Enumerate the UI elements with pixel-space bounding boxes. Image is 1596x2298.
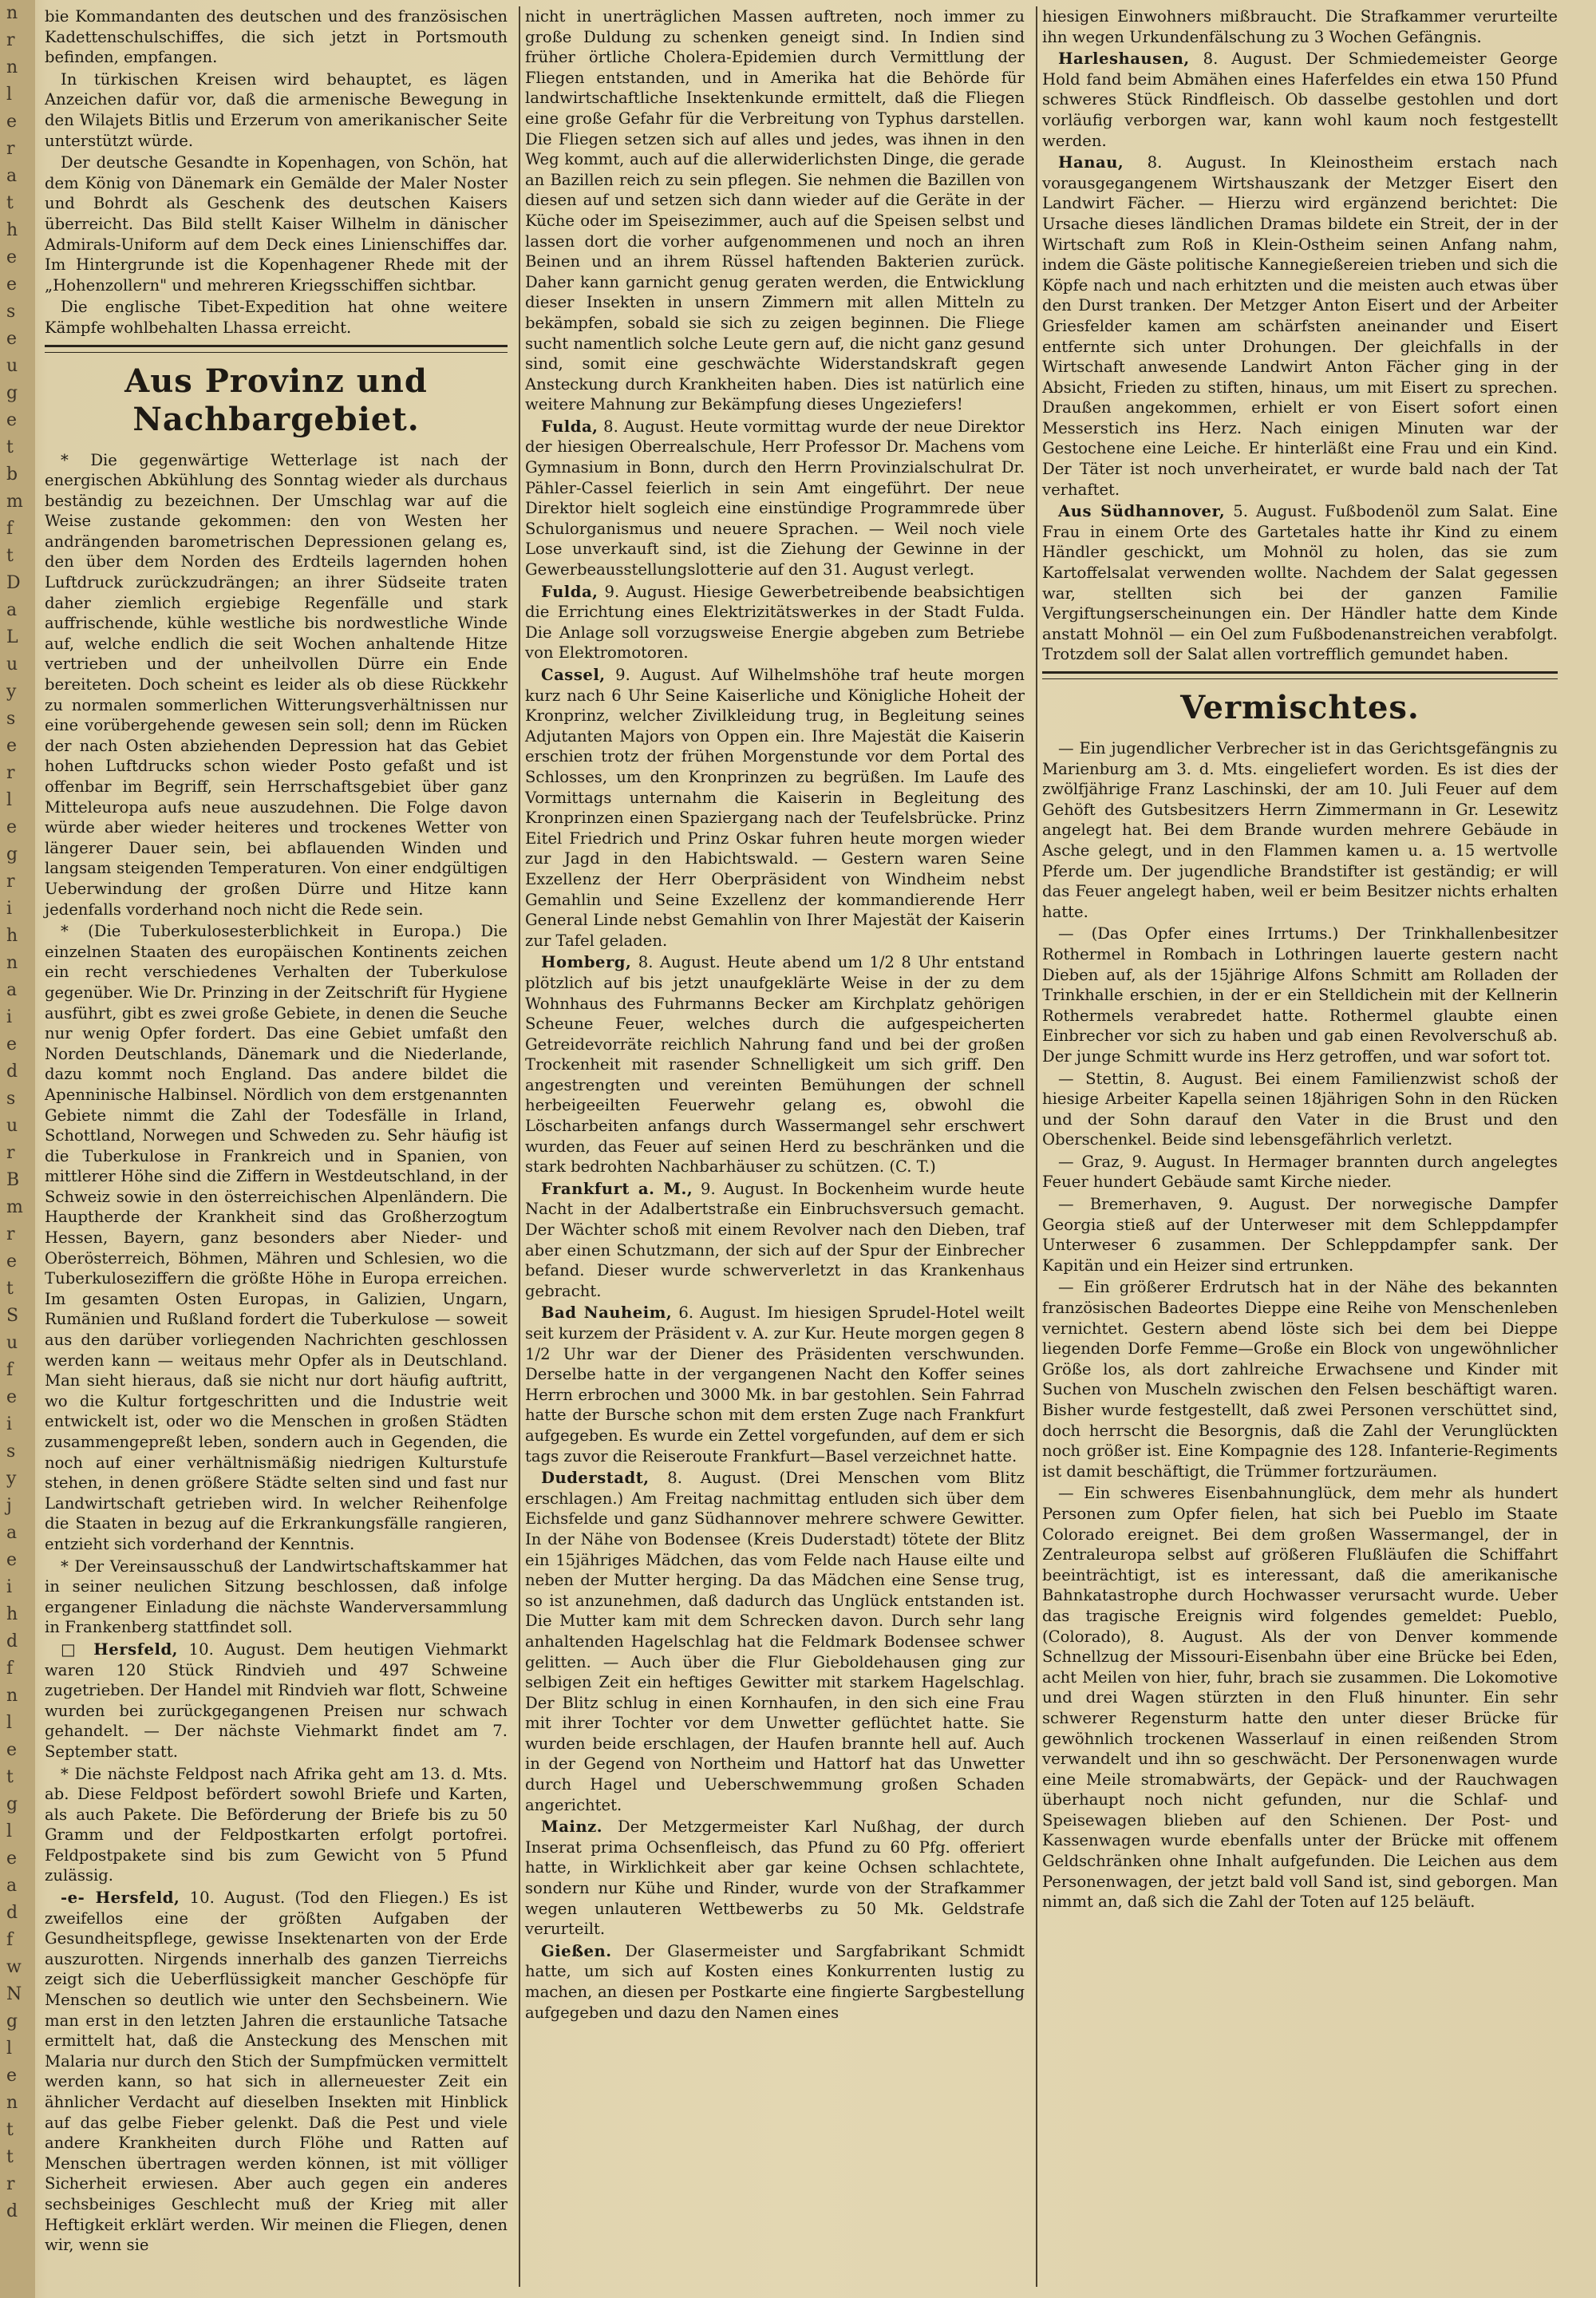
article-paragraph: * (Die Tuberkulosesterblichkeit in Europa.) Die einzelnen Staaten des europäischen Kontinents zeichen ein recht verschiedenes Verhalten der Tuberkulose gegenüber. Wie Dr. Prinzing in der Zeitschrift für Hygiene ausführt, gibt es zwei große Gebiete, in denen die Seuche nur wenig Opfer fordert. Das eine Gebiet umfaßt den Norden Deutschlands, Dänemark und die Niederlande, dazu kommt noch England. Das andere bildet die Apenninische Halbinsel. Nördlich von dem erstgenannten Gebiete nimmt die Zahl der Todesfälle in Irland, Schottland, Norwegen und Schweden zu. Sehr häufig ist die Tuberkulose in Frankreich und in Spanien, von mittlerer Höhe sind die Ziffern in Westdeutschland, in der Schweiz sowie in den österreichischen Alpenländern. Die Hauptherde der Krankheit sind das Großherzogtum Hessen, Bayern, ganz besonders aber Nieder- und Oberösterreich, Böhmen, Mähren und Schlesien, wo die Tuberkuloseziffern die größte Höhe in Europa erreichen. Im gesamten Osten Europas, in Galizien, Ungarn, Rumänien und Rußland fordert die Tuberkulose — soweit aus den darüber vorliegenden Nachrichten geschlossen werden kann — weitaus mehr Opfer als in Deutschland. Man sieht hieraus, daß sie nicht nur dort häufig auftritt, wo die Kultur fortgeschritten und die Industrie weit entwickelt ist, oder wo die Menschen in großen Städten zusammengepreßt leben, sondern auch in Gegenden, die noch auf einer verhältnismäßig niedrigen Kulturstufe stehen, in denen größere Städte selten sind und fast nur Landwirtschaft getrieben wird. In welcher Reihenfolge die Staaten in bezug auf die Erkrankungsfälle rangieren, entzieht sich vorderhand der Kenntnis. [45,922,508,1553]
article-text: 6. August. Im hiesigen Sprudel-Hotel weilt seit kurzem der Präsident v. A. zur Kur. Heute morgen gegen 8 1/2 Uhr war der Diener des Präsidenten verschwunden. Derselbe hatte in der vergangenen Nacht den Koffer seines Herrn erbrochen und 3000 Mk. in bar gestohlen. Sein Fahrrad hatte der Bursche schon mit dem ersten Zuge nach Frankfurt aufgegeben. Es wurde ein Zettel vorgefunden, auf dem er sich tags zuvor die Reiseroute Frankfurt—Basel verzeichnet hatte. [525,1303,1025,1465]
article-paragraph: bie Kommandanten des deutschen und des französischen Kadettenschulschiffes, die sich jetzt in Portsmouth befinden, empfangen. [45,7,508,67]
article-text: 9. August. In Bockenheim wurde heute Nacht in der Adalbertstraße ein Einbruchsversuch gemacht. Der Wächter schoß mit einem Revolver nach den Dieben, traf aber einen Schutzmann, der sich auf der Spur der Einbrecher befand. Dieser wurde schwerverletzt in das Krankenhaus gebracht. [525,1179,1025,1300]
column-2 [519,6,1029,2287]
article-paragraph [525,952,1025,1177]
article-paragraph [525,1817,1025,1940]
adjacent-page-edge: n r n l e r a t h e e s e u g e t b m f t D a L u y s e r l e g r i h n a i e d s u r B m r e t S u f e i s y j a e i h d f n l e t g l e a d f w N g l e n t t r d [0,0,35,2298]
dateline-place: Homberg, [541,953,632,972]
article-paragraph [525,1303,1025,1466]
article-text: 8. August. Der Schmiedemeister George Hold fand beim Abmähen eines Haferfeldes ein etwa 150 Pfund schweres Stück Rindfleisch. Ob dasselbe gestohlen und dort vorläufig verborgen war, kann wohl kaum noch festgestellt werden. [1042,49,1558,150]
dateline-place: Aus Südhannover, [1058,502,1226,521]
article-paragraph [525,1941,1025,2023]
section-divider [45,352,508,353]
article-text: 9. August. Auf Wilhelmshöhe traf heute morgen kurz nach 6 Uhr Seine Kaiserliche und Königliche Hoheit der Kronprinz, welcher Zivilkleidung trug, in Begleitung seines Adjutanten Majors von Oppen ein. Ihre Majestät die Kaiserin erschien trotz der frühen Morgenstunde vor dem Portal des Schlosses, um den Kronprinzen zu begrüßen. Im Laufe des Vormittags unternahm die Kaiserin in Begleitung des Kronprinzen einen Spaziergang nach der Teufelsbrücke. Prinz Eitel Friedrich und Prinz Oskar fuhren heute morgen wieder zur Jagd in den Habichtswald. — Gestern waren Seine Exzellenz der Herr Oberpräsident von Windheim nebst Gemahlin und Seine Exzellenz der kommandierende Herr General Linde nebst Gemahlin von Ihrer Majestät der Kaiserin zur Tafel geladen. [525,666,1025,950]
section-divider [45,345,508,347]
article-paragraph [45,1639,508,1762]
dateline-place: Cassel, [541,666,606,684]
article-text: 8. August. (Drei Menschen vom Blitz erschlagen.) Am Freitag nachmittag entluden sich über dem Eichsfelde und ganz Südhannover mehrere schwere Gewitter. In der Nähe von Bodensee (Kreis Duderstadt) tötete der Blitz ein 15jähriges Mädchen, das vom Felde nach Hause eilte und neben der Mutter herging. Da das Mädchen eine Sense trug, so ist anzunehmen, daß dadurch das Unglück entstanden ist. Die Mutter kam mit dem Schrecken davon. Durch sehr lang anhaltenden Hagelschlag hat die Feldmark Bodensee schwer gelitten. — Auch über die Flur Gieboldehausen ging zur selbigen Zeit ein heftiges Gewitter mit starkem Hagelschlag. Der Blitz schlug in einen Kornhaufen, in den sich eine Frau mit ihrer Tochter vor dem Unwetter geflüchtet hatte. Sie wurden beide erschlagen, der Haufen brannte hell auf. Auch in der Gegend von Northeim und Hattorf hat das Unwetter durch Hagel und Ueberschwemmung großen Schaden angerichtet. [525,1469,1025,1814]
article-paragraph: Die englische Tibet-Expedition hat ohne weitere Kämpfe wohlbehalten Lhassa erreicht. [45,298,508,337]
dateline-place: Hanau, [1058,153,1124,172]
article-paragraph [45,1888,508,2256]
article-paragraph [525,1179,1025,1302]
article-text: 8. August. Heute abend um 1/2 8 Uhr entstand plötzlich auf bis jetzt unaufgeklärte Weise in der zu dem Wohnhaus des Fuhrmanns Becker am Kirchplatz gehörigen Scheune Feuer, welches durch die aufgespeicherten Getreidevorräte reichlich Nahrung fand und bei der großen Trockenheit mit rasender Schnelligkeit um sich griff. Den angestrengten und vereinten Bemühungen der schnell herbeigeeilten Feuerwehr gelang es, obwohl die Löscharbeiten anfangs durch Wassermangel sehr erschwert wurden, das Feuer auf seinen Herd zu beschränken und die stark bedrohten Nachbarhäuser zu schützen. (C. T.) [525,953,1025,1177]
column-3 [1036,6,1562,2287]
section-divider [1042,671,1558,674]
article-paragraph: Der deutsche Gesandte in Kopenhagen, von Schön, hat dem König von Dänemark ein Gemälde der Maler Noster und Bohrdt als Geschenk des deutschen Kaisers überreicht. Das Bild stellt Kaiser Wilhelm in dänischer Admirals-Uniform auf dem Deck eines Linienschiffes dar. Im Hintergrunde ist die Kopenhagener Rhede mit der „Hohenzollern" und mehreren Kriegsschiffen sichtbar. [45,153,508,295]
article-text: 8. August. In Kleinostheim erstach nach vorausgegangenem Wirtshauszank der Metzger Eisert den Landwirt Fächer. — Hierzu wird ergänzend berichtet: Die Ursache dieses ländlichen Dramas bildete ein Streit, der in der Wirtschaft zum Roß in Klein-Ostheim seinen Anfang nahm, indem die Gäste politische Kannegießereien trieben und sich die Köpfe nach und nach erhitzten und die meisten auch etwas über den Durst tranken. Der Metzger Anton Eisert und der Arbeiter Griesfelder kamen am schärfsten aneinander und Eisert entfernte sich unter Drohungen. Der gleichfalls in der Wirtschaft anwesende Landwirt Anton Fächer ging in der Absicht, Frieden zu stiften, hinaus, um mit Eisert zu sprechen. Draußen angekommen, erhielt er von Eisert sofort einen Messerstich ins Herz. Nach einigen Minuten war der Gestochene eine Leiche. Er hinterläßt eine Frau und ein Kind. Der Täter ist noch unverheiratet, er wurde bald nach der Tat verhaftet. [1042,153,1558,499]
article-paragraph: — (Das Opfer eines Irrtums.) Der Trinkhallenbesitzer Rothermel in Rombach in Lothringen lauerte gestern nacht Dieben auf, als der 15jährige Alfons Schmitt am Rolladen der Trinkhalle erschien, in der er ein Stelldichein mit der Kellnerin Rothermels verabredet hatte. Rothermel glaubte einen Einbrecher vor sich zu haben und gab einen Revolverschuß ab. Der junge Schmitt wurde ins Herz getroffen, und war sofort tot. [1042,924,1558,1066]
article-paragraph [525,665,1025,951]
section-headline: Vermischtes. [1180,689,1420,726]
article-paragraph: hiesigen Einwohners mißbraucht. Die Strafkammer verurteilte ihn wegen Urkundenfälschung zu 3 Wochen Gefängnis. [1042,7,1558,46]
dateline-place: Duderstadt, [541,1469,650,1488]
article-paragraph: nicht in unerträglichen Massen auftreten, noch immer zu große Duldung zu schenken geneigt sind. In Indien sind früher örtliche Cholera-Epidemien durch Vermittlung der Fliegen entstanden, und in Amerika hat die Behörde für landwirtschaftliche Insektenkunde ermittelt, daß die Fliegen eine große Gefahr für die Verbreitung von Typhus darstellen. Die Fliegen setzen sich auf alles und jedes, was ihnen in den Weg kommt, auch auf die allerwiderlichsten Dinge, die gerade an Bazillen reich zu sein pflegen. Sie nehmen die Bazillen von diesen auf und setzen sich dann wieder auf die Geräte in der Küche oder im Speisezimmer, auch auf die Speisen selbst und lassen dort die vorher aufgenommenen und noch an ihren Beinen und an ihrem Rüssel haftenden Bakterien zurück. Daher kann garnicht genug geraten werden, die Entwicklung dieser Insekten in unsern Zimmern mit allen Mitteln zu bekämpfen, sobald sie sich zu zeigen beginnen. Die Fliege sucht namentlich solche Leute gern auf, die nicht ganz gesund sind, somit eine geschwächte Widerstandskraft gegen Ansteckung durch Krankheiten haben. Dies ist natürlich eine weitere Mahnung zur Bekämpfung dieses Ungeziefers! [525,7,1025,414]
article-text: Der Metzgermeister Karl Nußhag, der durch Inserat prima Ochsenfleisch, das Pfund zu 60 Pfg. offeriert hatte, in Wirklichkeit aber gar keine Ochsen schlachtete, sondern nur Kühe und Rinder, wurde von der Strafkammer wegen unlauteren Wettbewerbs zu 50 Mk. Geldstrafe verurteilt. [525,1817,1025,1939]
dateline-place: Harleshausen, [1058,49,1190,69]
article-paragraph [525,417,1025,580]
article-paragraph [525,582,1025,663]
article-text: Der Glasermeister und Sargfabrikant Schmidt hatte, um sich auf Kosten eines Konkurrenten lustig zu machen, an diesen per Postkarte eine fingierte Sargbestellung aufgegeben und dazu den Namen eines [525,1941,1025,2022]
article-paragraph: — Stettin, 8. August. Bei einem Familienzwist schoß der hiesige Arbeiter Kapella seinen 18jährigen Sohn in den Rücken und der Sohn darauf den Vater in die Brust und den Oberschenkel. Beide sind lebensgefährlich verletzt. [1042,1069,1558,1149]
dateline-place: Mainz. [541,1817,603,1837]
article-paragraph: — Ein schweres Eisenbahnunglück, dem mehr als hundert Personen zum Opfer fielen, hat sich bei Pueblo im Staate Colorado ereignet. Bei dem großen Wassermangel, der in Zentraleuropa selbst auf größeren Flußläufen die Schiffahrt beeinträchtigt, ist es interessant, daß die amerikanische Bahnkatastrophe durch Hochwasser verursacht wurde. Ueber das tragische Ereignis wird folgendes gemeldet: Pueblo, (Colorado), 8. August. Als der von Denver kommende Schnellzug der Missouri-Eisenbahn über eine Brücke bei Eden, acht Meilen von hier, fuhr, brach sie zusammen. Die Lokomotive und drei Wagen stürzten in den Fluß hinunter. Ein sehr schwerer Regensturm hatte den unter dieser Brücke für gewöhnlich trockenen Wasserlauf in einen reißenden Strom verwandelt und ihn so geschwächt. Der Personenwagen wurde eine Meile stromabwärts, der Gepäck- und der Rauchwagen überhaupt noch nicht gefunden, nur die Schlaf- und Speisewagen blieben auf den Schienen. Der Post- und Kassenwagen wurde ebenfalls unter der Brücke mit offenem Geldschränken ohne Inhalt aufgefunden. Die Leichen aus dem Personenwagen, der jetzt bald voll Sand ist, sind geborgen. Man nimmt an, daß sich die Zahl der Toten auf 125 beläuft. [1042,1484,1558,1912]
dateline-place: Gießen. [541,1941,612,1960]
article-text: 10. August. (Tod den Fliegen.) Es ist zweifellos eine der größten Aufgaben der Gesundheitspflege, gewisse Insektenarten von der Erde auszurotten. Nirgends innerhalb des ganzen Tierreichs zeigt sich die Ueberflüssigkeit mancher Geschöpfe für Menschen so deutlich wie unter den Sechsbeinern. Wie man erst in den letzten Jahren die erstaunliche Tatsache ermittelt hat, daß die Ansteckung des Menschen mit Malaria nur durch den Stich der Sumpfmücken vermittelt werden kann, so hat sich in allerneuester Zeit ein ähnlicher Verdacht auf dieselben Insekten mit Hinblick auf das gelbe Fieber gelenkt. Daß die Pest und viele andere Krankheiten durch Flöhe und Ratten auf Menschen übertragen werden können, ist mit völliger Sicherheit erwiesen. Aber auch gegen ein anderes sechsbeiniges Geschlecht muß der Krieg mit aller Heftigkeit erklärt werden. Wir meinen die Fliegen, denen wir, wenn sie [45,1889,508,2255]
article-paragraph: — Bremerhaven, 9. August. Der norwegische Dampfer Georgia stieß auf der Unterweser mit dem Schleppdampfer Unterweser 6 zusammen. Der Schleppdampfer sank. Der Kapitän und ein Heizer sind ertrunken. [1042,1195,1558,1275]
column-1 [40,6,512,2287]
dateline-place: Fulda, [541,417,598,436]
article-paragraph [1042,501,1558,665]
article-paragraph: * Der Vereinsausschuß der Landwirtschaftskammer hat in seiner neulichen Sitzung beschlossen, daß infolge ergangener Einladung die nächste Wanderversammlung in Frankenberg stattfindet soll. [45,1556,508,1637]
article-text: 9. August. Hiesige Gewerbetreibende beabsichtigen die Errichtung eines Elektrizitätswerkes in der Stadt Fulda. Die Anlage soll vorzugsweise Energie abgeben zum Betriebe von Elektromotoren. [525,582,1025,663]
section-divider [1042,678,1558,679]
article-text: 8. August. Heute vormittag wurde der neue Direktor der hiesigen Oberrealschule, Herr Professor Dr. Machens vom Gymnasium in Bonn, durch den Herrn Provinzialschulrat Dr. Pähler-Cassel feierlich in sein Amt eingeführt. Der neue Direktor hielt sogleich eine einstündige Programmrede über Schulorganismus und neuere Sprachen. — Weil noch viele Lose unverkauft sind, ist die Ziehung der Gewinne in der Gewerbeausstellungslotterie auf den 31. August verlegt. [525,417,1025,579]
article-paragraph: — Ein größerer Erdrutsch hat in der Nähe des bekannten französischen Badeortes Dieppe eine Reihe von Menschenleben vernichtet. Gestern abend löste sich bei dem bei Dieppe liegenden Dorfe Femme—Große ein Block von ungewöhnlicher Größe los, als dort zahlreiche Erwachsene und Kinder mit Suchen von Muscheln zwischen den Felsen beschäftigt waren. Bisher wurde festgestellt, daß zwei Personen verschüttet sind, doch herrscht die Besorgnis, daß die Zahl der Verunglückten noch größer ist. Eine Kompagnie des 128. Infanterie-Regiments ist damit beschäftigt, die Trümmer fortzuräumen. [1042,1278,1558,1481]
dateline-place: Fulda, [541,582,598,601]
section-headline: Aus Provinz und Nachbargebiet. [124,362,428,438]
article-paragraph: — Graz, 9. August. In Hermager brannten durch angelegtes Feuer hundert Gebäude samt Kirche nieder. [1042,1152,1558,1192]
article-paragraph: — Ein jugendlicher Verbrecher ist in das Gerichtsgefängnis zu Marienburg am 3. d. Mts. eingeliefert worden. Es ist dies der zwölfjährige Franz Laschinski, der am 10. Juli Feuer auf dem Gehöft des Gutsbesitzers Herrn Zimmermann in Gr. Lesewitz angelegt hat. Bei dem Brande wurden mehrere Gebäude in Asche gelegt, und in den Flammen kamen u. a. 15 wertvolle Pferde um. Der jugendliche Brandstifter ist geständig; er will das Feuer angelegt haben, weil er beim Besitzer nichts erhalten hatte. [1042,739,1558,921]
article-paragraph [1042,152,1558,500]
article-paragraph: * Die nächste Feldpost nach Afrika geht am 13. d. Mts. ab. Diese Feldpost befördert sowohl Briefe und Karten, als auch Pakete. Die Beförderung der Briefe bis zu 50 Gramm und der Feldpostkarten erfolgt portofrei. Feldpostpakete sind bis zum Gewicht von 5 Pfund zulässig. [45,1764,508,1885]
article-paragraph [525,1468,1025,1815]
article-paragraph [1042,49,1558,151]
dateline-place: Bad Nauheim, [541,1303,673,1323]
article-paragraph: * Die gegenwärtige Wetterlage ist nach der energischen Abkühlung des Sonntag wieder als durchaus beständig zu bezeichnen. Der Umschlag war auf die Weise zustande gekommen: den von Westen her andrängenden barometrischen Depressionen gelang es, den über dem Norden des Erdteils lagernden hohen Luftdruck zurückzudrängen; an ihrer Südseite traten daher ziemlich ergiebige Regenfälle und stark auffrischende, kühle westliche bis nordwestliche Winde auf, welche endlich die seit Wochen anhaltende Hitze vertrieben und der unheilvollen Dürre ein Ende bereiteten. Doch scheint es leider als ob diese Rückkehr zu normalen sommerlichen Witterungsverhältnissen nur eine vorübergehende gewesen sein soll; denn im Rücken der nach Osten abziehenden Depression hat das Gebiet hohen Luftdrucks schon wieder Posto gefaßt und ist offenbar im Begriff, sein Herrschaftsgebiet über ganz Mitteleuropa aufs neue auszudehnen. Die Folge davon würde aber wieder heiteres und trockenes Wetter von längerer Dauer sein, bei abflauenden Winden und langsam steigenden Temperaturen. Von einer endgültigen Ueberwindung der großen Dürre und Hitze kann jedenfalls vorderhand noch nicht die Rede sein. [45,450,508,919]
article-text: 5. August. Fußbodenöl zum Salat. Eine Frau in einem Orte des Gartetales hatte ihr Kind zu einem Händler geschickt, um Mohnöl zu holen, das sie zum Kartoffelsalat verwenden wollte. Nachdem der Salat gegessen war, stellten sich bei der ganzen Familie Vergiftungserscheinungen ein. Der Händler hatte dem Kinde anstatt Mohnöl — ein Oel zum Fußbodenanstreichen verabfolgt. Trotzdem soll der Salat allen vortrefflich gemundet haben. [1042,502,1558,664]
dateline-place: Frankfurt a. M., [541,1179,693,1198]
article-text: 10. August. Dem heutigen Viehmarkt waren 120 Stück Rindvieh und 497 Schweine zugetrieben. Der Handel mit Rindvieh war flott, Schweine wurden bei zurückgegangenen Preisen nur schwach gehandelt. — Der nächste Viehmarkt findet am 7. September statt. [45,1639,508,1761]
article-paragraph: In türkischen Kreisen wird behauptet, es lägen Anzeichen dafür vor, daß die armenische Bewegung in den Wilajets Bitlis und Erzerum von amerikanischer Seite unterstützt würde. [45,69,508,150]
dateline-place: □ Hersfeld, [61,1639,178,1659]
dateline-place: -e- Hersfeld, [61,1889,180,1908]
